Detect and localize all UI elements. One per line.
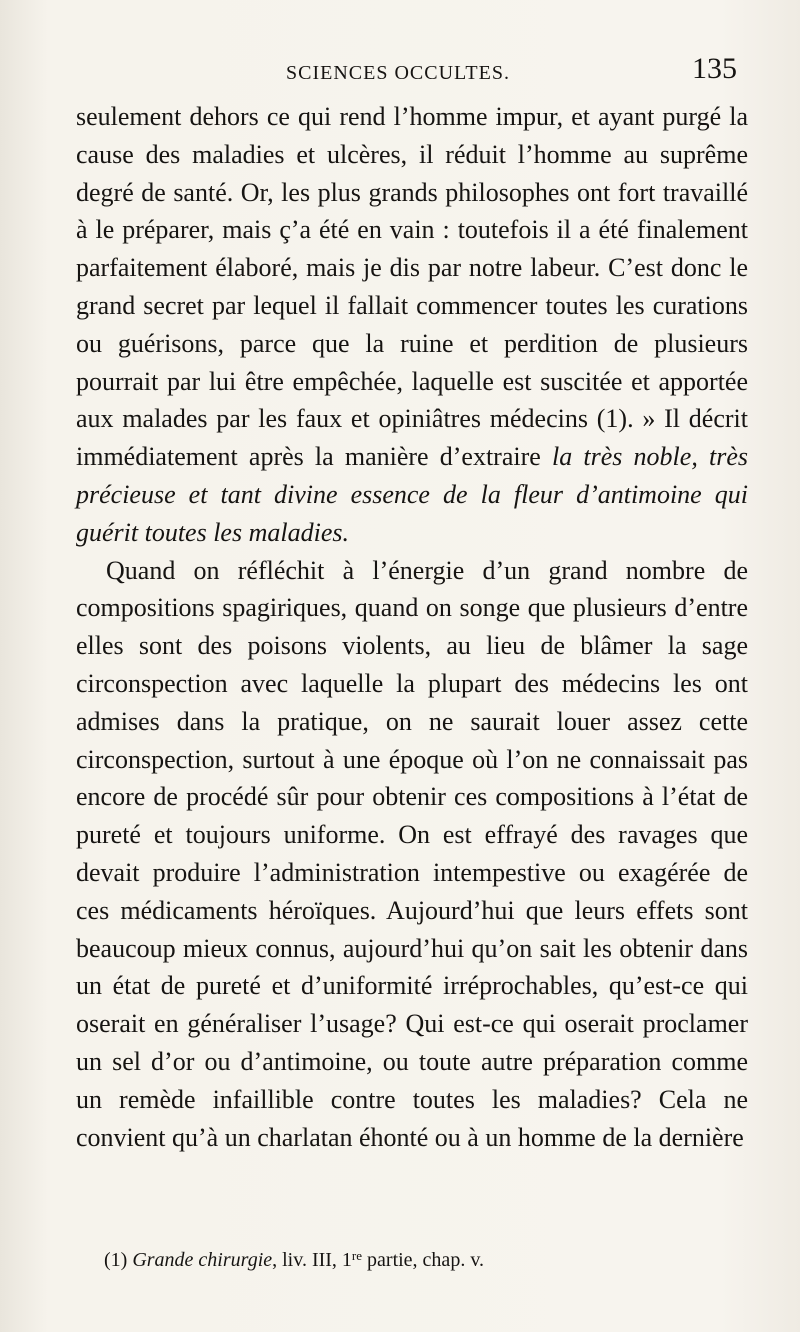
body-text xyxy=(76,98,748,1156)
footnote-reference-start: , liv. III, 1 xyxy=(272,1249,352,1271)
footnote-superscript: re xyxy=(351,1248,363,1263)
paragraph-1-text: seulement dehors ce qui rend l’homme impur, et ayant purgé la cause des maladies et ulcères, il réduit l’homme au suprême degré de santé. Or, les plus grands philosophes ont fort travaillé à le préparer, mais ç’a été en vain : toutefois il a été finalement parfaitement élaboré, mais je dis par notre labeur. C’est donc le grand secret par lequel il fallait commencer toutes les curations ou guérisons, parce que la ruine et perdition de plusieurs pourrait par lui être empêchée, laquelle est suscitée et apportée aux malades par les faux et opiniâtres médecins (1). » Il décrit immédiatement après la manière d’extraire xyxy=(76,102,748,472)
footnote-reference-end: partie, chap. v. xyxy=(362,1249,485,1271)
footnote-marker: (1) xyxy=(104,1249,128,1271)
paragraph-2 xyxy=(76,552,748,1157)
page-number: 135 xyxy=(692,52,737,85)
footnote-work-title: Grande chirurgie xyxy=(132,1249,273,1271)
paragraph-1 xyxy=(76,98,748,552)
paragraph-2-text: Quand on réfléchit à l’énergie d’un grand nombre de compositions spagiriques, quand on songe que plusieurs d’entre elles sont des poisons violents, au lieu de blâmer la sage circonspection avec laquelle la plupart des médecins les ont admises dans la pratique, on ne saurait louer assez cette circonspection, surtout à une époque où l’on ne connaissait pas encore de procédé sûr pour obtenir ces compositions à l’état de pureté et toujours uniforme. On est effrayé des ravages que devait produire l’administration intempestive ou exagérée de ces médicaments héroïques. Aujourd’hui que leurs effets sont beaucoup mieux connus, aujourd’hui qu’on sait les obtenir dans un état de pureté et d’uniformité irréprochables, qu’est-ce qui oserait en généraliser l’usage? Qui est-ce qui oserait proclamer un sel d’or ou d’antimoine, ou toute autre préparation comme un remède infaillible contre toutes les maladies? Cela ne convient qu’à un charlatan éhonté ou à un homme de la dernière xyxy=(76,555,748,1152)
footnote xyxy=(104,1248,764,1272)
paragraph-1-italic-quote: la très noble, très précieuse et tant divine essence de la fleur d’antimoine qui guérit toutes les maladies. xyxy=(76,442,748,547)
running-title: SCIENCES OCCULTES. xyxy=(286,62,510,84)
page-header xyxy=(0,50,800,100)
